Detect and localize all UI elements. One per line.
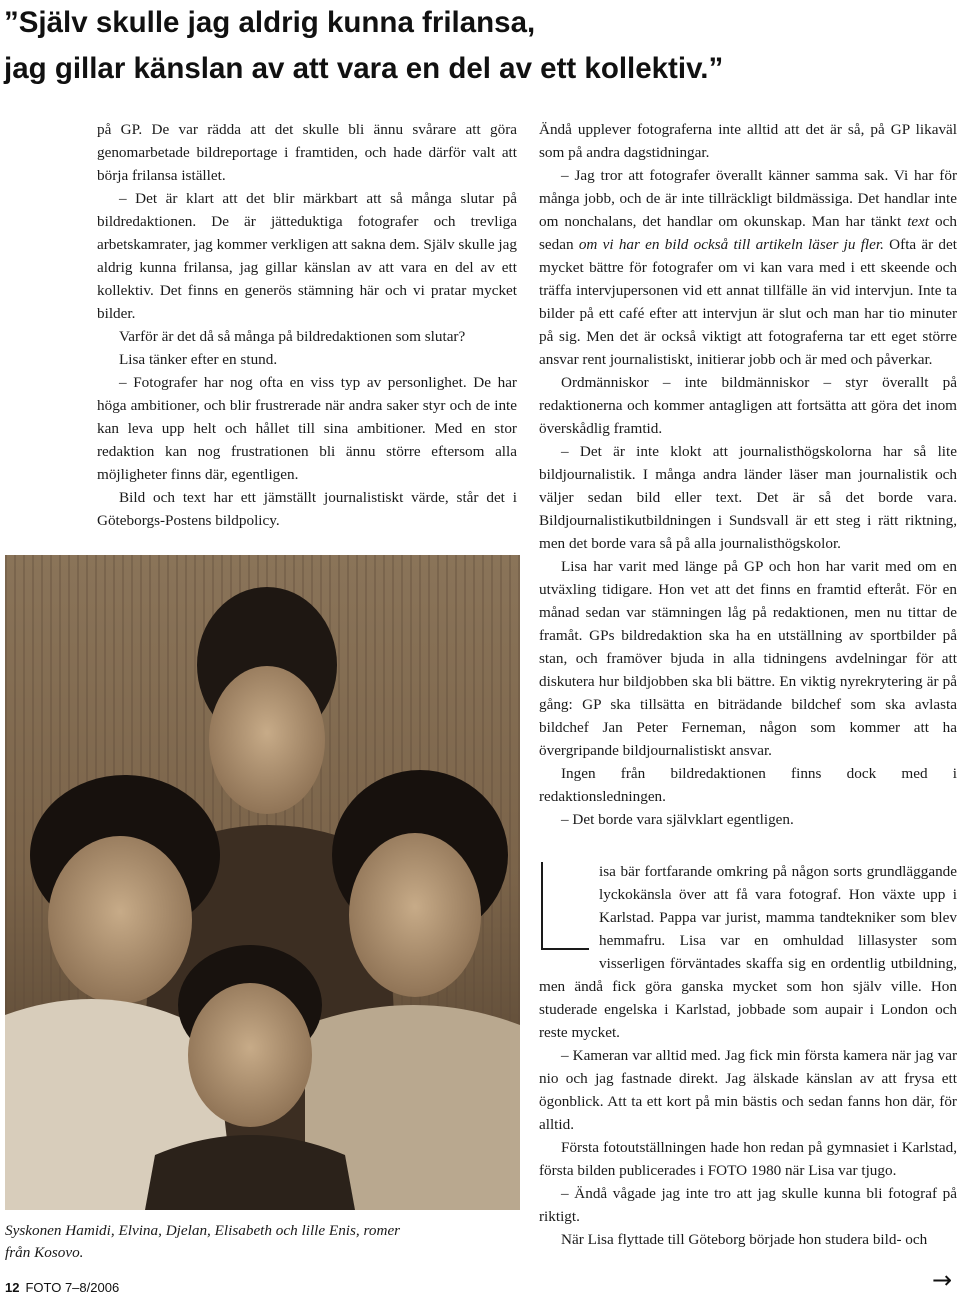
article-column-middle: [97, 118, 517, 532]
paragraph: Första fotoutställningen hade hon redan på gymnasiet i Karlstad, första bilden publicerades i FOTO 1980 när Lisa var tjugo.: [539, 1139, 957, 1179]
article-column-right-bottom: [539, 860, 957, 1251]
italic-text: text: [907, 213, 930, 230]
paragraph: isa bär fortfarande omkring på någon sorts grundläggande lyckokänsla över att få vara fotograf. Hon växte upp i Karlstad. Pappa var jurist, mamma tandtekniker som blev hemmafru. Lisa var en omhuldad lillasyster som visserligen förväntades skaffa sig en ordentlig utbildning, men ändå fick göra ganska mycket som hon själv ville. Hon studerade engelska i Karlstad, jobbade som aupair i London och reste mycket.: [539, 863, 957, 1041]
arrow-right-icon: →: [932, 1266, 953, 1294]
paragraph: – Fotografer har nog ofta en viss typ av personlighet. De har höga ambitioner, och blir frustrerade när andra saker styr och de inte kan leva upp helt och hållet till sina ambitioner. Med en stor redaktion kan nog frustrationen bli ännu större eftersom alla möjligheter finns där, egentligen.: [97, 374, 517, 483]
text-run: och sedan: [539, 213, 957, 253]
paragraph: – Det är inte klokt att journalisthögskolorna har så lite bildjournalistik. I många andra länder läser man journalistik och väljer sedan bild eller text. Det är så det borde vara. Bildjournalistikutbildningen i Sundsvall är ett steg i rätt riktning, men det borde vara så på alla journalisthögskolor.: [539, 443, 957, 552]
magazine-issue: FOTO 7–8/2006: [25, 1280, 120, 1295]
text-run: – Jag tror att fotografer överallt känner samma sak. Vi har för många jobb, och de är inte tillräckligt bildmässiga. Det handlar inte om nonchalans, det handlar om okunskap. Man har tänkt: [539, 167, 957, 230]
paragraph: Varför är det då så många på bildredaktionen som slutar?: [119, 328, 466, 345]
portrait-photo: [5, 555, 520, 1210]
paragraph: Ändå upplever fotograferna inte alltid att det är så, på GP likaväl som på andra dagstidningar.: [539, 121, 957, 161]
italic-text: om vi har en bild också till artikeln läser ju fler.: [578, 236, 884, 253]
photo-caption: Syskonen Hamidi, Elvina, Djelan, Elisabeth och lille Enis, romer från Kosovo.: [5, 1222, 401, 1261]
pull-quote-line-2: jag gillar känslan av att vara en del av ett kollektiv.”: [4, 52, 724, 85]
paragraph: Bild och text har ett jämställt journalistiskt värde, står det i Göteborgs-Postens bildpolicy.: [97, 489, 517, 529]
text-run: Ofta är det mycket bättre för fotografer om vi kan vara med i ett skeende och träffa intervjupersonen vid ett annat tillfälle än vid intervjun. Inte ta bilder på ett café efter att intervjun är slut och man har tio minuter på sig. Men det är också viktigt att fotograferna tar ett eget större ansvar rent journalistiskt, initierar jobb och är med och påverkar.: [539, 236, 957, 368]
article-column-right-top: [539, 118, 957, 831]
paragraph: – Ändå vågade jag inte tro att jag skulle kunna bli fotograf på riktigt.: [539, 1185, 957, 1225]
paragraph: Ingen från bildredaktionen finns dock med i redaktionsledningen.: [539, 765, 957, 805]
paragraph: Lisa har varit med länge på GP och hon har varit med om en utväxling tidigare. Hon vet att det finns en framtid efteråt. För en månad sedan var stämningen låg på redaktionen, men nu tittar de framåt. GPs bildredaktion ska ha en utställning av sportbilder på stan, och framöver bjuda in alla tidningens avdelningar för att diskutera hur bildjobben ska bli bättre. En viktig nyrekrytering är på gång: GP ska tillsätta en biträdande bildchef som ska avlasta bildchef Jan Peter Ferneman, någon som kommer att ha övergripande bildjournalistiskt ansvar.: [539, 558, 957, 759]
pull-quote-line-1: ”Själv skulle jag aldrig kunna frilansa,: [4, 6, 536, 39]
paragraph: – Kameran var alltid med. Jag fick min första kamera när jag var nio och jag fastnade direkt. Jag älskade känslan av att frysa ett ögonblick. Att ta ett kort på min bästis och sedan fanns hon där, för alltid.: [539, 1047, 957, 1133]
drop-cap-paragraph: [539, 860, 957, 1044]
drop-cap-l-icon: [539, 862, 593, 954]
paragraph: – Det är klart att det blir märkbart att så många slutar på bildredaktionen. De är jätteduktiga fotografer och trevliga arbetskamrater, jag kommer verkligen att sakna dem. Själv skulle jag aldrig kunna frilansa, jag gillar känslan av att vara en del av ett kollektiv. Det finns en generös stämning här och vi pratar mycket bilder.: [97, 190, 517, 322]
paragraph: Ordmänniskor – inte bildmänniskor – styr överallt på redaktionerna och kommer antagligen att fortsätta att göra det inom överskådlig framtid.: [539, 374, 957, 437]
photo-illustration: [5, 555, 520, 1210]
paragraph: Lisa tänker efter en stund.: [119, 351, 278, 368]
paragraph: – Det borde vara självklart egentligen.: [561, 811, 794, 828]
pull-quote: [4, 0, 944, 92]
page-folio: [5, 1280, 119, 1295]
page-number: 12: [5, 1280, 20, 1295]
paragraph: på GP. De var rädda att det skulle bli ännu svårare att göra genomarbetade bildreportage i framtiden, och hade därför valt att börja frilansa istället.: [97, 121, 517, 184]
paragraph: När Lisa flyttade till Göteborg började hon studera bild- och: [561, 1231, 928, 1248]
paragraph-with-italics: [539, 164, 957, 371]
